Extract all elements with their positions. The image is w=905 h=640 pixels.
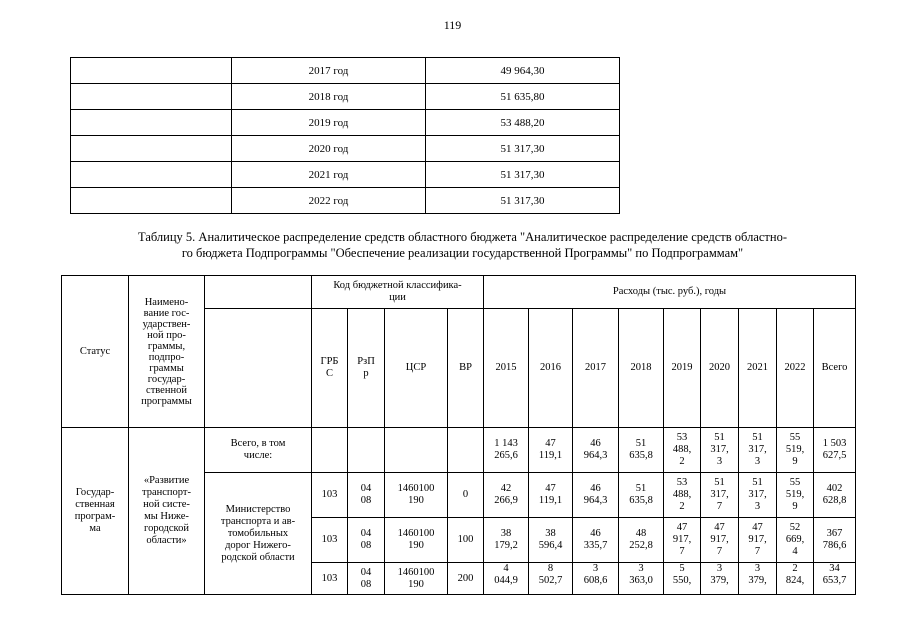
- rzpr-cell: 04 08: [348, 473, 385, 518]
- value-cell: 34 653,7: [814, 563, 856, 595]
- table-row: [62, 428, 856, 473]
- value-cell: 47 917, 7: [701, 518, 739, 563]
- value-cell: 55 519, 9: [777, 428, 814, 473]
- header-status: Статус: [62, 276, 129, 428]
- value-cell: 46 964,3: [573, 473, 619, 518]
- header-rzpr: РзП р: [348, 309, 385, 428]
- value-cell: 51 317, 7: [701, 473, 739, 518]
- table-row: [71, 58, 620, 84]
- table-row: [71, 188, 620, 214]
- table-row: [71, 110, 620, 136]
- year-cell: 2022 год: [232, 188, 426, 214]
- value-cell: 3 379,: [701, 563, 739, 595]
- year-amount-table: [70, 57, 620, 214]
- empty-cell: [71, 136, 232, 162]
- value-cell: 2 824,: [777, 563, 814, 595]
- amount-cell: 53 488,20: [426, 110, 620, 136]
- empty-cell: [71, 162, 232, 188]
- value-cell: 8 502,7: [529, 563, 573, 595]
- grbs-cell: 103: [312, 473, 348, 518]
- value-cell: 367 786,6: [814, 518, 856, 563]
- value-cell: 3 363,0: [619, 563, 664, 595]
- header-csr: ЦСР: [385, 309, 448, 428]
- vr-cell: 0: [448, 473, 484, 518]
- value-cell: 402 628,8: [814, 473, 856, 518]
- value-cell: 3 379,: [739, 563, 777, 595]
- value-cell: 1 143 265,6: [484, 428, 529, 473]
- empty-cell: [71, 84, 232, 110]
- amount-cell: 49 964,30: [426, 58, 620, 84]
- value-cell: 5 550,: [664, 563, 701, 595]
- header-expenses: Расходы (тыс. руб.), годы: [484, 276, 856, 309]
- vr-cell: 100: [448, 518, 484, 563]
- value-cell: 51 317, 3: [701, 428, 739, 473]
- vr-cell: 200: [448, 563, 484, 595]
- amount-cell: 51 317,30: [426, 136, 620, 162]
- year-cell: 2018 год: [232, 84, 426, 110]
- value-cell: 53 488, 2: [664, 473, 701, 518]
- amount-cell: 51 635,80: [426, 84, 620, 110]
- value-cell: 38 596,4: [529, 518, 573, 563]
- csr-cell: [385, 428, 448, 473]
- header-vr: ВР: [448, 309, 484, 428]
- year-cell: 2017 год: [232, 58, 426, 84]
- table-caption: [60, 229, 865, 261]
- budget-table: [61, 275, 856, 595]
- vr-cell: [448, 428, 484, 473]
- caption-line-1: Таблицу 5. Аналитическое распределение средств областного бюджета "Аналитическое распределение средств областно-: [138, 230, 787, 244]
- header-year: 2022: [777, 309, 814, 428]
- header-year: 2015: [484, 309, 529, 428]
- value-cell: 4 044,9: [484, 563, 529, 595]
- header-year: 2016: [529, 309, 573, 428]
- header-year: 2017: [573, 309, 619, 428]
- program-name-cell: «Развитие транспорт- ной систе- мы Ниже- городской области»: [129, 428, 205, 595]
- table-row: [71, 84, 620, 110]
- value-cell: 3 608,6: [573, 563, 619, 595]
- csr-cell: 1460100 190: [385, 473, 448, 518]
- grbs-cell: 103: [312, 518, 348, 563]
- header-budget-code: Код бюджетной классифика- ции: [312, 276, 484, 309]
- value-cell: 47 119,1: [529, 428, 573, 473]
- table-row: [71, 136, 620, 162]
- status-cell: Государ- ственная програм- ма: [62, 428, 129, 595]
- empty-cell: [71, 110, 232, 136]
- value-cell: 47 917, 7: [664, 518, 701, 563]
- value-cell: 47 119,1: [529, 473, 573, 518]
- caption-line-2: го бюджета Подпрограммы "Обеспечение реализации государственной Программы" по Подпрограммам": [181, 246, 744, 260]
- value-cell: 51 635,8: [619, 428, 664, 473]
- header-grbs: ГРБ С: [312, 309, 348, 428]
- value-cell: 55 519, 9: [777, 473, 814, 518]
- rzpr-cell: 04 08: [348, 563, 385, 595]
- value-cell: 51 317, 3: [739, 473, 777, 518]
- header-year: 2019: [664, 309, 701, 428]
- header-year: 2020: [701, 309, 739, 428]
- grbs-cell: [312, 428, 348, 473]
- header-year: Всего: [814, 309, 856, 428]
- page-number: 119: [443, 18, 462, 32]
- table-row: [71, 162, 620, 188]
- header-empty: [205, 276, 312, 309]
- empty-cell: [71, 188, 232, 214]
- value-cell: 51 317, 3: [739, 428, 777, 473]
- year-cell: 2020 год: [232, 136, 426, 162]
- amount-cell: 51 317,30: [426, 162, 620, 188]
- value-cell: 53 488, 2: [664, 428, 701, 473]
- amount-cell: 51 317,30: [426, 188, 620, 214]
- value-cell: 42 266,9: [484, 473, 529, 518]
- value-cell: 48 252,8: [619, 518, 664, 563]
- header-year: 2018: [619, 309, 664, 428]
- row-label: Всего, в том числе:: [205, 428, 312, 473]
- value-cell: 1 503 627,5: [814, 428, 856, 473]
- value-cell: 46 335,7: [573, 518, 619, 563]
- value-cell: 51 635,8: [619, 473, 664, 518]
- header-empty-sub: [205, 309, 312, 428]
- value-cell: 38 179,2: [484, 518, 529, 563]
- ministry-cell: Министерство транспорта и ав- томобильных дорог Нижего- родской области: [205, 473, 312, 595]
- rzpr-cell: [348, 428, 385, 473]
- rzpr-cell: 04 08: [348, 518, 385, 563]
- header-year: 2021: [739, 309, 777, 428]
- value-cell: 47 917, 7: [739, 518, 777, 563]
- empty-cell: [71, 58, 232, 84]
- csr-cell: 1460100 190: [385, 518, 448, 563]
- csr-cell: 1460100 190: [385, 563, 448, 595]
- value-cell: 52 669, 4: [777, 518, 814, 563]
- year-cell: 2021 год: [232, 162, 426, 188]
- year-cell: 2019 год: [232, 110, 426, 136]
- header-name: Наимено- вание гос- ударствен- ной про- граммы, подпро- граммы государ- ственной программы: [129, 276, 205, 428]
- grbs-cell: 103: [312, 563, 348, 595]
- value-cell: 46 964,3: [573, 428, 619, 473]
